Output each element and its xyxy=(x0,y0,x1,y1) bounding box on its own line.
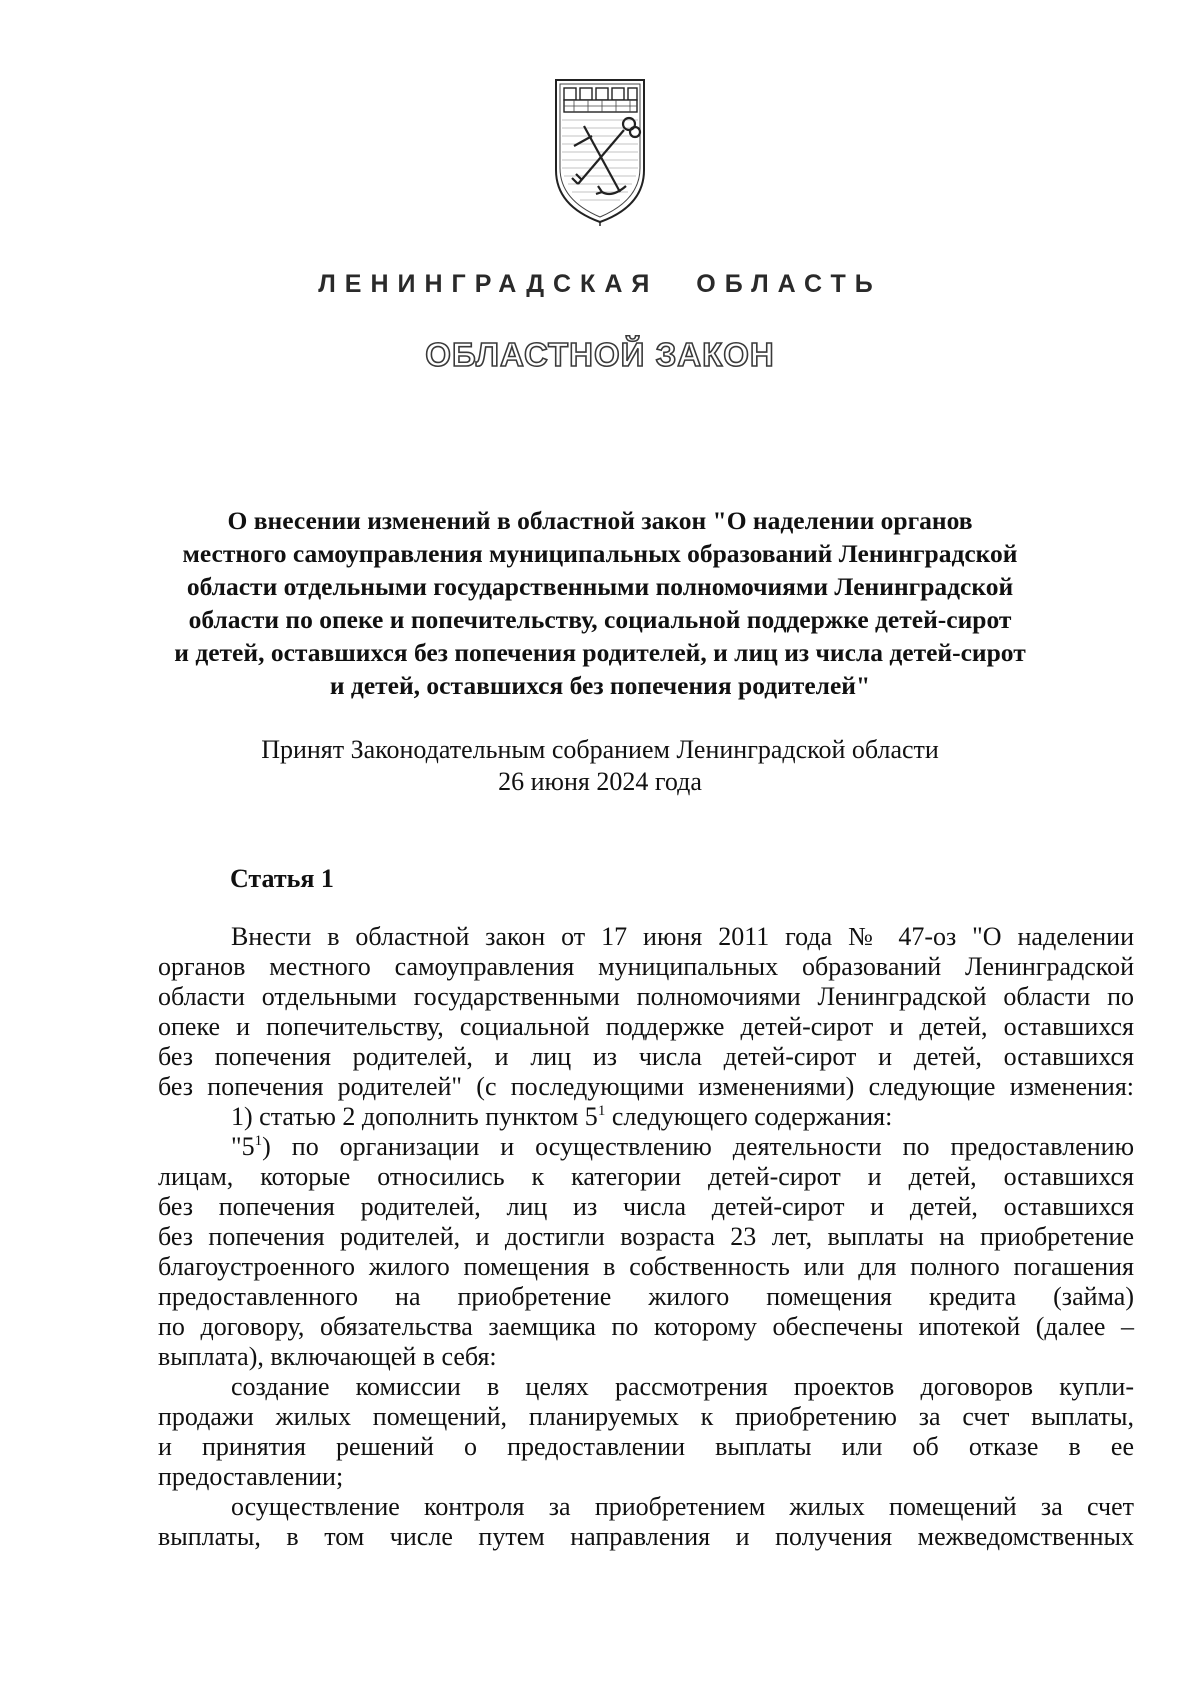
law-type-heading: ОБЛАСТНОЙ ЗАКОН xyxy=(425,336,775,373)
body-line: и принятия решений о предоставлении выплаты или об отказе в ее xyxy=(158,1432,1134,1461)
adoption-date: 26 июня 2024 года xyxy=(498,767,702,796)
body-line: опеке и попечительству, социальной поддержке детей-сирот и детей, оставшихся xyxy=(158,1012,1134,1041)
body-line: выплаты, в том числе путем направления и получения межведомственных xyxy=(158,1522,1134,1551)
body-line: без попечения родителей, и лиц из числа детей-сирот и детей, оставшихся xyxy=(158,1042,1134,1071)
article-body xyxy=(158,922,1134,1552)
body-line: осуществление контроля за приобретением жилых помещений за счет xyxy=(231,1492,1134,1521)
body-line: без попечения родителей" (с последующими изменениями) следующие изменения: xyxy=(158,1072,1134,1101)
title-line: и детей, оставшихся без попечения родителей, и лиц из числа детей-сирот xyxy=(174,638,1026,667)
body-line: без попечения родителей, лиц из числа детей-сирот и детей, оставшихся xyxy=(158,1192,1134,1221)
body-line: по договору, обязательства заемщика по которому обеспечены ипотекой (далее – xyxy=(158,1312,1134,1341)
title-line: области отдельными государственными полномочиями Ленинградской xyxy=(186,572,1014,601)
quote-text: ) по организации и осуществлению деятельности по предоставлению xyxy=(262,1132,1134,1161)
body-line: выплата), включающей в себя: xyxy=(158,1342,497,1371)
region-name: ЛЕНИНГРАДСКАЯ ОБЛАСТЬ xyxy=(318,270,882,298)
law-title xyxy=(120,504,1080,702)
title-line: местного самоуправления муниципальных образований Ленинградской xyxy=(182,539,1018,568)
amendment-item-1 xyxy=(158,1102,1134,1132)
item-text: следующего содержания: xyxy=(605,1102,893,1131)
adoption-note xyxy=(0,734,1200,798)
body-line: Внести в областной закон от 17 июня 2011 года № 47-оз "О наделении xyxy=(231,922,1134,951)
body-line: продажи жилых помещений, планируемых к приобретению за счет выплаты, xyxy=(158,1402,1134,1431)
item-text: 1) статью 2 дополнить пунктом 5 xyxy=(231,1102,598,1131)
title-line: области по опеке и попечительству, социальной поддержке детей-сирот xyxy=(188,605,1012,634)
title-line: и детей, оставшихся без попечения родителей" xyxy=(329,671,871,700)
superscript: 1 xyxy=(254,1133,263,1149)
body-line: предоставлении; xyxy=(158,1462,344,1491)
body-line: органов местного самоуправления муниципальных образований Ленинградской xyxy=(158,952,1134,981)
quote-open: "5 xyxy=(231,1132,255,1161)
adoption-body: Принят Законодательным собранием Ленинградской области xyxy=(261,735,939,764)
coat-of-arms-icon xyxy=(550,74,650,226)
body-line: области отдельными государственными полномочиями Ленинградской области по xyxy=(158,982,1134,1011)
title-line: О внесении изменений в областной закон "О наделении органов xyxy=(227,506,973,535)
superscript: 1 xyxy=(597,1103,606,1119)
quoted-clause-first-line xyxy=(158,1132,1134,1162)
article-heading: Статья 1 xyxy=(230,864,334,893)
body-line: создание комиссии в целях рассмотрения проектов договоров купли- xyxy=(231,1372,1134,1401)
body-line: лицам, которые относились к категории детей-сирот и детей, оставшихся xyxy=(158,1162,1134,1191)
body-line: благоустроенного жилого помещения в собственность или для полного погашения xyxy=(158,1252,1134,1281)
body-line: без попечения родителей, и достигли возраста 23 лет, выплаты на приобретение xyxy=(158,1222,1134,1251)
body-line: предоставленного на приобретение жилого помещения кредита (займа) xyxy=(158,1282,1134,1311)
